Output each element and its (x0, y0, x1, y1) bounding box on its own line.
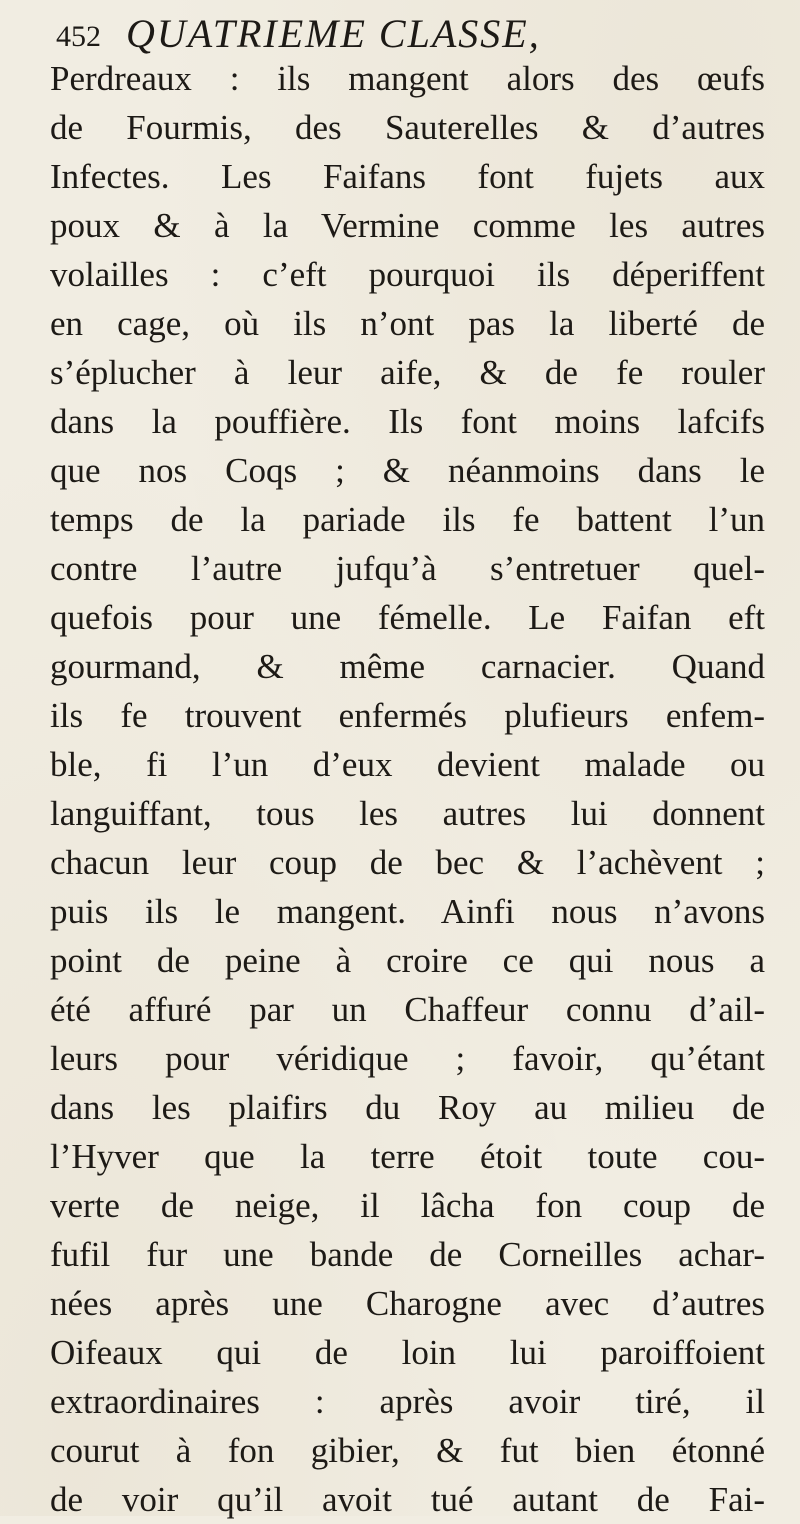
text-line: en cage, où ils n’ont pas la liberté de (50, 304, 765, 343)
text-line: l’Hyver que la terre étoit toute cou- (50, 1137, 765, 1176)
text-line: de voir qu’il avoit tué autant de Fai- (50, 1480, 765, 1519)
text-line: point de peine à croire ce qui nous a (50, 941, 765, 980)
text-line: dans les plaifirs du Roy au milieu de (50, 1088, 765, 1127)
text-line: Oifeaux qui de loin lui paroiffoient (50, 1333, 765, 1372)
text-line: poux & à la Vermine comme les autres (50, 206, 765, 245)
text-line: chacun leur coup de bec & l’achèvent ; (50, 843, 765, 882)
running-title: QUATRIEME CLASSE, (126, 11, 541, 56)
text-line: Infectes. Les Faifans font fujets aux (50, 157, 765, 196)
text-line: s’éplucher à leur aife, & de fe rouler (50, 353, 765, 392)
page-number: 452 (56, 20, 101, 53)
text-line: courut à fon gibier, & fut bien étonné (50, 1431, 765, 1470)
text-line: dans la pouffière. Ils font moins lafcifs (50, 402, 765, 441)
text-line: puis ils le mangent. Ainfi nous n’avons (50, 892, 765, 931)
text-line: volailles : c’eft pourquoi ils déperiffent (50, 255, 765, 294)
text-line: gourmand, & même carnacier. Quand (50, 647, 765, 686)
text-line: nées après une Charogne avec d’autres (50, 1284, 765, 1323)
text-line: verte de neige, il lâcha fon coup de (50, 1186, 765, 1225)
text-line: de Fourmis, des Sauterelles & d’autres (50, 108, 765, 147)
text-line: temps de la pariade ils fe battent l’un (50, 500, 765, 539)
text-line: été affuré par un Chaffeur connu d’ail- (50, 990, 765, 1029)
text-line: extraordinaires : après avoir tiré, il (50, 1382, 765, 1421)
text-line: ils fe trouvent enfermés plufieurs enfem- (50, 696, 765, 735)
text-line: Perdreaux : ils mangent alors des œufs (50, 59, 765, 98)
text-line: contre l’autre jufqu’à s’entretuer quel- (50, 549, 765, 588)
text-line: quefois pour une fémelle. Le Faifan eft (50, 598, 765, 637)
text-line: ble, fi l’un d’eux devient malade ou (50, 745, 765, 784)
body-text (50, 54, 765, 1524)
text-line: leurs pour véridique ; favoir, qu’étant (50, 1039, 765, 1078)
text-line: que nos Coqs ; & néanmoins dans le (50, 451, 765, 490)
text-line: fufil fur une bande de Corneilles achar- (50, 1235, 765, 1274)
text-line: languiffant, tous les autres lui donnent (50, 794, 765, 833)
